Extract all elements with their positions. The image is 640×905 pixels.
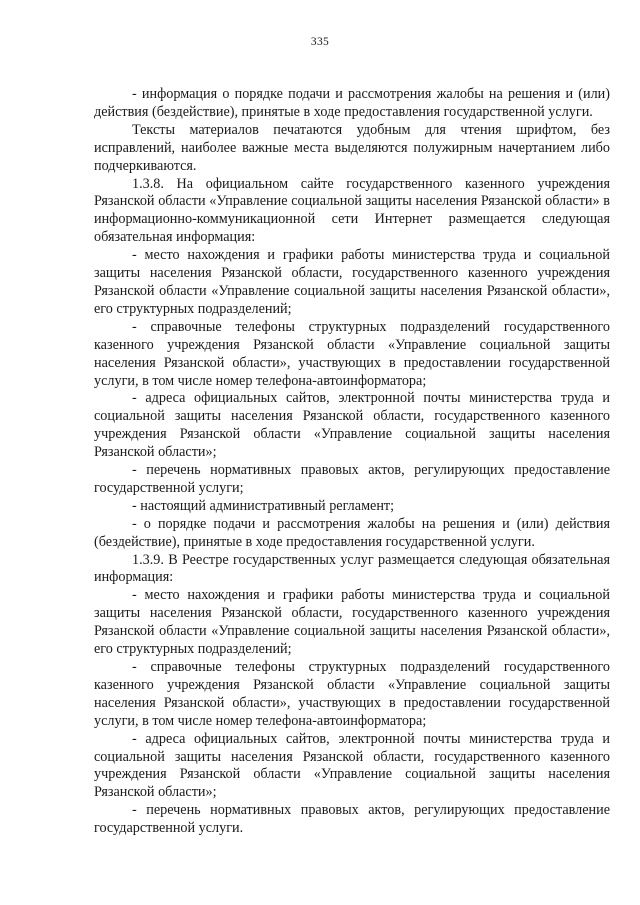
paragraph-legal-acts: - перечень нормативных правовых актов, регулирующих предоставление государственной услуги; bbox=[94, 462, 610, 496]
paragraph-font-requirements: Тексты материалов печатаются удобным для чтения шрифтом, без исправлений, наиболее важные места выделяются полужирным начертанием либо подчеркиваются. bbox=[94, 121, 610, 174]
paragraph-registry-websites-emails: - адреса официальных сайтов, электронной почты министерства труда и социальной защиты населения Рязанской области, государственного казенного учреждения Рязанской области «Управление социальной защиты населения Рязанской области»; bbox=[94, 730, 610, 801]
paragraph-registry-legal-acts: - перечень нормативных правовых актов, регулирующих предоставление государственной услуги. bbox=[94, 802, 610, 837]
body-text bbox=[94, 86, 610, 838]
paragraph-complaint-info: - информация о порядке подачи и рассмотрения жалобы на решения и (или) действия (бездействие), принятые в ходе предоставления государственной услуги. bbox=[94, 86, 610, 120]
paragraph-1-3-9-intro: 1.3.9. В Реестре государственных услуг размещается следующая обязательная информация: bbox=[94, 551, 610, 586]
paragraph-registry-reference-phones: - справочные телефоны структурных подразделений государственного казенного учреждения Рязанской области «Управление социальной защиты населения Рязанской области», участвующих в предоставлении государственной услуги, в том числе номер телефона-автоинформатора; bbox=[94, 659, 610, 729]
paragraph-1-3-8-intro: 1.3.8. На официальном сайте государственного казенного учреждения Рязанской области «Управление социальной защиты населения Рязанской области» в информационно-коммуникационной сети Интернет размещается следующая обязательная информация: bbox=[94, 175, 610, 246]
paragraph-complaint-procedure: - о порядке подачи и рассмотрения жалобы на решения и (или) действия (бездействие), принятые в ходе предоставления государственной услуги. bbox=[94, 515, 610, 550]
page-number: 335 bbox=[310, 36, 330, 48]
paragraph-location-schedule: - место нахождения и графики работы министерства труда и социальной защиты населения Рязанской области, государственного казенного учреждения Рязанской области «Управление социальной защиты населения Рязанской области», его структурных подразделений; bbox=[94, 247, 610, 317]
paragraph-websites-emails: - адреса официальных сайтов, электронной почты министерства труда и социальной защиты населения Рязанской области, государственного казенного учреждения Рязанской области «Управление социальной защиты населения Рязанской области»; bbox=[94, 390, 610, 461]
paragraph-reference-phones: - справочные телефоны структурных подразделений государственного казенного учреждения Рязанской области «Управление социальной защиты населения Рязанской области», участвующих в предоставлении государственной услуги, в том числе номер телефона-автоинформатора; bbox=[94, 318, 610, 389]
paragraph-registry-location-schedule: - место нахождения и графики работы министерства труда и социальной защиты населения Рязанской области, государственного казенного учреждения Рязанской области «Управление социальной защиты населения Рязанской области», его структурных подразделений; bbox=[94, 587, 610, 658]
paragraph-admin-regulation: - настоящий административный регламент; bbox=[132, 497, 395, 514]
